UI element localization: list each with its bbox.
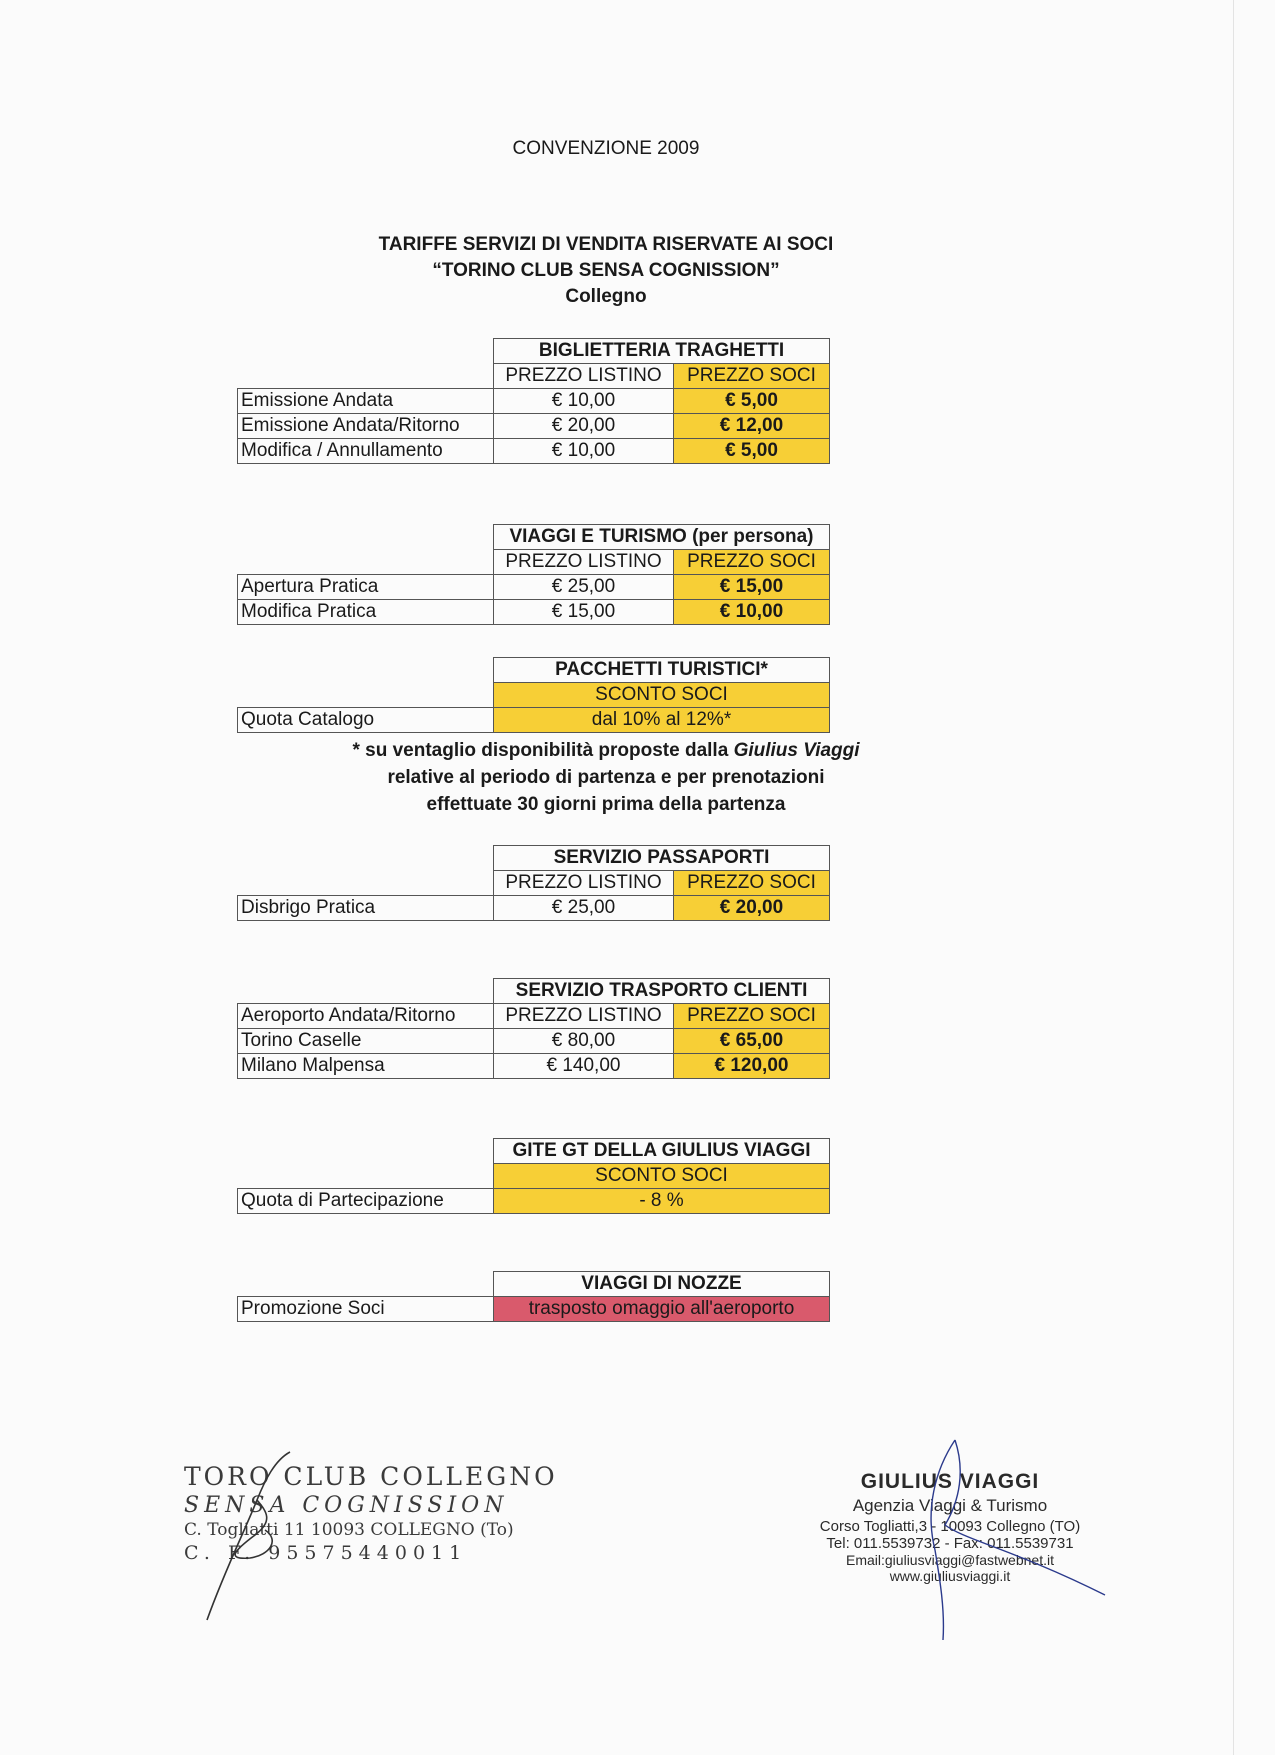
table-header-row: [238, 1139, 830, 1164]
row-label: Milano Malpensa: [238, 1054, 494, 1079]
price-soci: € 10,00: [674, 600, 830, 625]
table-row: [238, 1189, 830, 1214]
row-label: Quota Catalogo: [238, 708, 494, 733]
column-header-row: [238, 871, 830, 896]
price-listino: € 80,00: [494, 1029, 674, 1054]
column-header-row: [238, 550, 830, 575]
row-label-header: Aeroporto Andata/Ritorno: [238, 1004, 494, 1029]
page-edge: [1233, 0, 1234, 1755]
club-stamp-address: C. Togliatti 11 10093 COLLEGNO (To): [184, 1520, 514, 1540]
price-soci: € 65,00: [674, 1029, 830, 1054]
table-row: [238, 708, 830, 733]
row-label: Apertura Pratica: [238, 575, 494, 600]
row-label: Torino Caselle: [238, 1029, 494, 1054]
club-stamp-line-2: SENSA COGNISSION: [184, 1493, 509, 1518]
price-listino: € 25,00: [494, 575, 674, 600]
col-sconto-soci: SCONTO SOCI: [494, 1164, 830, 1189]
table-row: [238, 896, 830, 921]
table-header-row: [238, 979, 830, 1004]
table-row: [238, 414, 830, 439]
table-header-row: [238, 658, 830, 683]
pacchetti-footnote: [0, 737, 1212, 818]
col-prezzo-soci: PREZZO SOCI: [674, 1004, 830, 1029]
table-biglietteria-traghetti: [237, 338, 830, 464]
price-listino: € 20,00: [494, 414, 674, 439]
table-row: [238, 575, 830, 600]
agency-stamp-phone: Tel: 011.5539732 - Fax: 011.5539731: [826, 1535, 1074, 1552]
price-listino: € 25,00: [494, 896, 674, 921]
price-listino: € 140,00: [494, 1054, 674, 1079]
table-servizio-passaporti: [237, 845, 830, 921]
col-prezzo-soci: PREZZO SOCI: [674, 550, 830, 575]
row-label: Modifica Pratica: [238, 600, 494, 625]
heading-line-3: Collegno: [565, 286, 647, 307]
row-label: Disbrigo Pratica: [238, 896, 494, 921]
col-prezzo-soci: PREZZO SOCI: [674, 871, 830, 896]
table-row: [238, 1029, 830, 1054]
table-viaggi-turismo: [237, 524, 830, 625]
table-header: SERVIZIO TRASPORTO CLIENTI: [494, 979, 830, 1004]
col-prezzo-listino: PREZZO LISTINO: [494, 1004, 674, 1029]
col-sconto-soci: SCONTO SOCI: [494, 683, 830, 708]
promo-value: trasposto omaggio all'aeroporto: [494, 1297, 830, 1322]
price-soci: € 20,00: [674, 896, 830, 921]
club-stamp: [184, 1462, 558, 1564]
table-header: VIAGGI DI NOZZE: [494, 1272, 830, 1297]
column-header-row: [238, 683, 830, 708]
table-row: [238, 1054, 830, 1079]
table-header: PACCHETTI TURISTICI*: [494, 658, 830, 683]
price-soci: € 15,00: [674, 575, 830, 600]
table-header-row: [238, 846, 830, 871]
price-listino: € 15,00: [494, 600, 674, 625]
col-prezzo-soci: PREZZO SOCI: [674, 364, 830, 389]
price-listino: € 10,00: [494, 389, 674, 414]
table-header: GITE GT DELLA GIULIUS VIAGGI: [494, 1139, 830, 1164]
heading-line-1: TARIFFE SERVIZI DI VENDITA RISERVATE AI SOCI: [378, 234, 834, 255]
agency-stamp: [790, 1470, 1110, 1584]
price-soci: € 5,00: [674, 389, 830, 414]
table-servizio-trasporto: [237, 978, 830, 1079]
table-gite-gt: [237, 1138, 830, 1214]
discount-value: - 8 %: [494, 1189, 830, 1214]
agency-stamp-address: Corso Togliatti,3 - 10093 Collegno (TO): [819, 1518, 1081, 1535]
agency-stamp-name: GIULIUS VIAGGI: [860, 1470, 1040, 1493]
agency-stamp-website: www.giuliusviaggi.it: [889, 1568, 1011, 1584]
table-header-row: [238, 339, 830, 364]
table-header: BIGLIETTERIA TRAGHETTI: [494, 339, 830, 364]
row-label: Emissione Andata: [238, 389, 494, 414]
price-listino: € 10,00: [494, 439, 674, 464]
table-row: [238, 389, 830, 414]
row-label: Modifica / Annullamento: [238, 439, 494, 464]
column-header-row: [238, 364, 830, 389]
club-stamp-tax-code: C. F. 95575440011: [184, 1542, 468, 1564]
footnote-line-1: * su ventaglio disponibilità proposte dalla Giulius Viaggi: [352, 740, 860, 761]
table-row: [238, 1297, 830, 1322]
col-prezzo-listino: PREZZO LISTINO: [494, 871, 674, 896]
row-label: Emissione Andata/Ritorno: [238, 414, 494, 439]
document-title: CONVENZIONE 2009: [512, 138, 700, 159]
table-viaggi-di-nozze: [237, 1271, 830, 1322]
footnote-line-2: relative al periodo di partenza e per prenotazioni: [387, 767, 825, 788]
price-soci: € 12,00: [674, 414, 830, 439]
agency-name-emphasis: Giulius Viaggi: [733, 740, 860, 761]
table-header-row: [238, 1272, 830, 1297]
agency-stamp-email: Email:giuliusviaggi@fastwebnet.it: [846, 1552, 1054, 1568]
club-stamp-line-1: TORO CLUB COLLEGNO: [184, 1462, 558, 1491]
col-prezzo-listino: PREZZO LISTINO: [494, 364, 674, 389]
table-row: [238, 439, 830, 464]
column-header-row: [238, 1164, 830, 1189]
col-prezzo-listino: PREZZO LISTINO: [494, 550, 674, 575]
table-pacchetti-turistici: [237, 657, 830, 733]
column-header-row: [238, 1004, 830, 1029]
table-header: VIAGGI E TURISMO (per persona): [494, 525, 830, 550]
row-label: Quota di Partecipazione: [238, 1189, 494, 1214]
row-label: Promozione Soci: [238, 1297, 494, 1322]
table-row: [238, 600, 830, 625]
agency-stamp-subtitle: Agenzia Viaggi & Turismo: [852, 1496, 1048, 1515]
price-soci: € 5,00: [674, 439, 830, 464]
discount-value: dal 10% al 12%*: [494, 708, 830, 733]
table-header-row: [238, 525, 830, 550]
footnote-line-3: effettuate 30 giorni prima della partenza: [426, 794, 786, 815]
table-header: SERVIZIO PASSAPORTI: [494, 846, 830, 871]
heading-line-2: “TORINO CLUB SENSA COGNISSION”: [432, 260, 780, 281]
price-soci: € 120,00: [674, 1054, 830, 1079]
